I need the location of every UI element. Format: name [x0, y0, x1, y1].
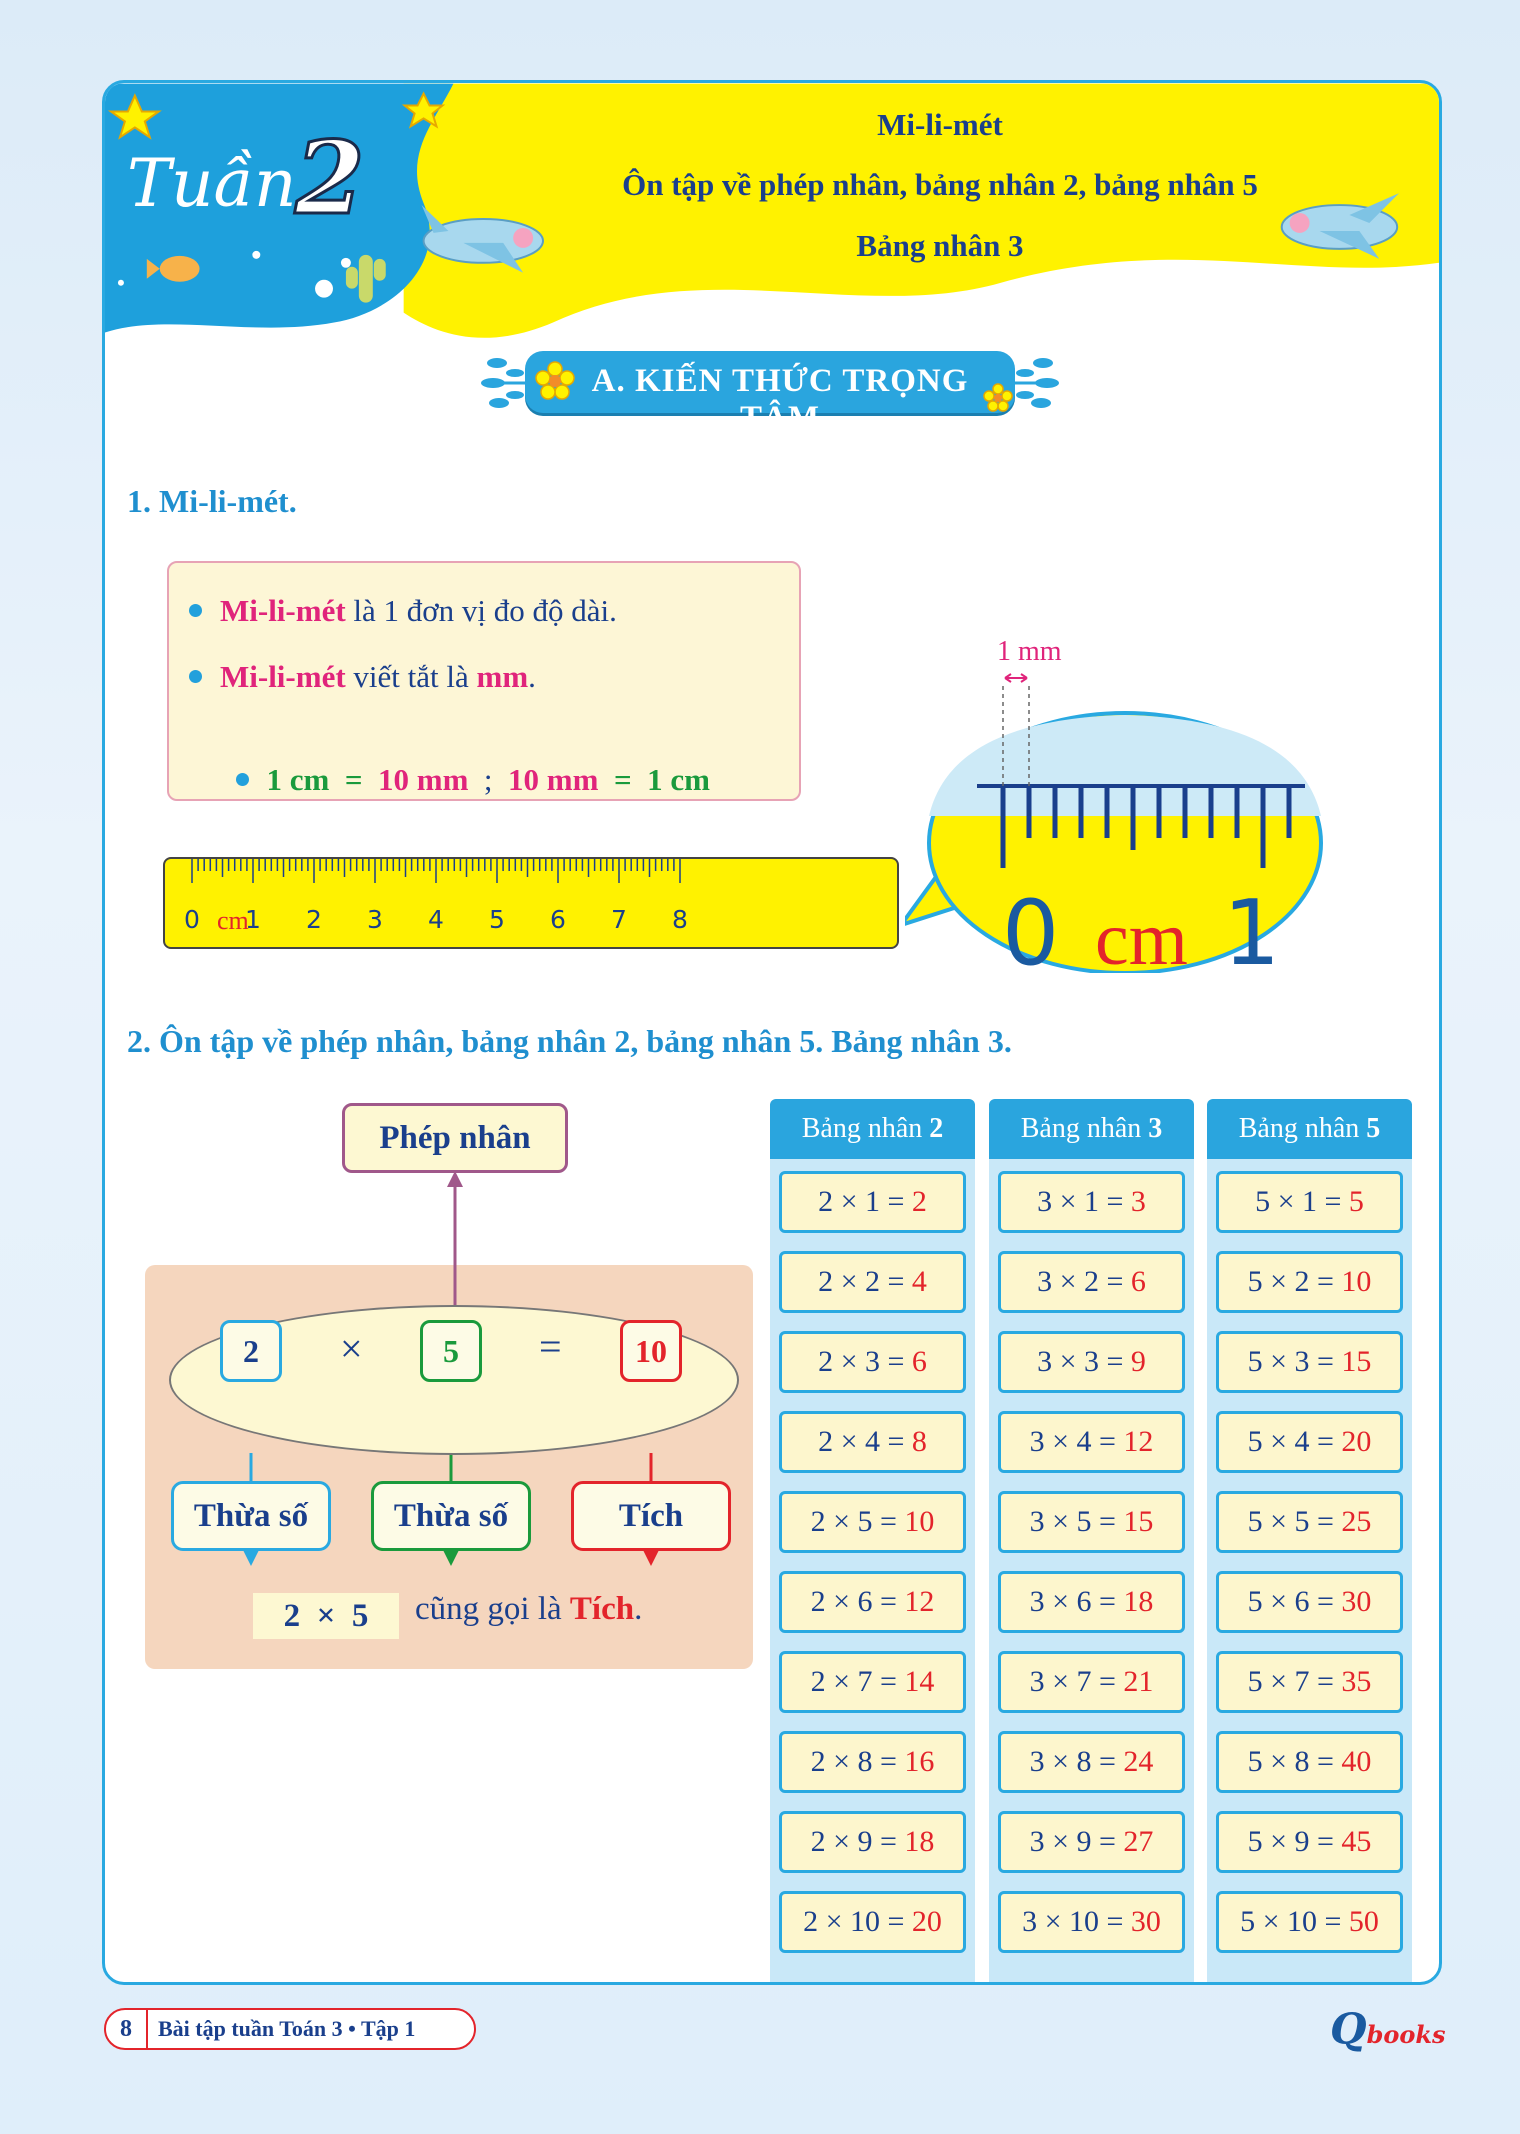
- table-row: 3 × 5 = 15: [998, 1491, 1185, 1553]
- factor-2-box: 5: [420, 1320, 482, 1382]
- footer-badge: [104, 2008, 476, 2050]
- definition-line-3: 1 cm = 10 mm ; 10 mm = 1 cm: [189, 726, 710, 834]
- bullet-icon: [236, 773, 249, 786]
- fish-icon: [160, 256, 200, 282]
- table-header: Bảng nhân 2: [770, 1099, 975, 1159]
- table-bang-nhan-2: [770, 1099, 975, 1985]
- table-row: 3 × 3 = 9: [998, 1331, 1185, 1393]
- table-header: Bảng nhân 3: [989, 1099, 1194, 1159]
- cactus-icon: [359, 255, 373, 303]
- product-box: 10: [620, 1320, 682, 1382]
- times-sign: ×: [340, 1326, 363, 1371]
- ruler-label: 0: [184, 905, 200, 934]
- week-word: Tuần: [127, 145, 297, 222]
- ruler-label: 5: [489, 905, 505, 934]
- week-number: 2: [295, 119, 365, 237]
- publisher-logo: Qbooks: [1330, 2004, 1446, 2053]
- product-note: cũng gọi là Tích.: [415, 1591, 643, 1627]
- definition-box: [167, 561, 801, 801]
- table-row: 5 × 1 = 5: [1216, 1171, 1403, 1233]
- table-row: 5 × 5 = 25: [1216, 1491, 1403, 1553]
- expression-highlight: 2 × 5: [253, 1593, 399, 1639]
- ruler-label: 1: [245, 905, 261, 934]
- table-row: 2 × 10 = 20: [779, 1891, 966, 1953]
- table-row: 2 × 7 = 14: [779, 1651, 966, 1713]
- magnified-unit: cm: [1095, 897, 1188, 981]
- table-row: 3 × 1 = 3: [998, 1171, 1185, 1233]
- table-row: 2 × 6 = 12: [779, 1571, 966, 1633]
- table-bang-nhan-3: [989, 1099, 1194, 1985]
- banner-title: A. KIẾN THỨC TRỌNG TÂM: [591, 363, 969, 436]
- factor-1-box: 2: [220, 1320, 282, 1382]
- page-number: 8: [106, 2010, 148, 2048]
- definition-line-2: Mi-li-mét viết tắt là mm.: [189, 659, 536, 695]
- ruler-label: 7: [611, 905, 627, 934]
- table-row: 3 × 10 = 30: [998, 1891, 1185, 1953]
- table-row: 3 × 9 = 27: [998, 1811, 1185, 1873]
- ruler: [163, 857, 899, 949]
- table-row: 3 × 7 = 21: [998, 1651, 1185, 1713]
- ruler-label: 3: [367, 905, 383, 934]
- table-bang-nhan-5: [1207, 1099, 1412, 1985]
- ruler-ticks: [165, 859, 901, 951]
- operation-label: Phép nhân: [342, 1103, 568, 1173]
- table-row: 3 × 8 = 24: [998, 1731, 1185, 1793]
- table-row: 3 × 6 = 18: [998, 1571, 1185, 1633]
- ruler-label: 8: [672, 905, 688, 934]
- header-line-2: Ôn tập về phép nhân, bảng nhân 2, bảng nhân 5: [622, 167, 1258, 202]
- table-row: 2 × 5 = 10: [779, 1491, 966, 1553]
- table-row: 5 × 2 = 10: [1216, 1251, 1403, 1313]
- bullet-icon: [189, 670, 202, 683]
- mm-label: 1 mm: [997, 636, 1062, 667]
- table-row: 2 × 4 = 8: [779, 1411, 966, 1473]
- table-row: 2 × 3 = 6: [779, 1331, 966, 1393]
- header-line-3: Bảng nhân 3: [856, 228, 1024, 263]
- table-header: Bảng nhân 5: [1207, 1099, 1412, 1159]
- magnified-one: 1: [1223, 881, 1281, 986]
- table-row: 5 × 6 = 30: [1216, 1571, 1403, 1633]
- ruler-unit: cm: [217, 906, 249, 935]
- magnified-zero: 0: [1002, 881, 1060, 986]
- ruler-label: 6: [550, 905, 566, 934]
- table-row: 2 × 2 = 4: [779, 1251, 966, 1313]
- table-row: 2 × 1 = 2: [779, 1171, 966, 1233]
- table-row: 5 × 8 = 40: [1216, 1731, 1403, 1793]
- table-row: 5 × 9 = 45: [1216, 1811, 1403, 1873]
- table-row: 5 × 10 = 50: [1216, 1891, 1403, 1953]
- table-row: 3 × 4 = 12: [998, 1411, 1185, 1473]
- table-row: 3 × 2 = 6: [998, 1251, 1185, 1313]
- section-1-heading: 1. Mi-li-mét.: [127, 483, 297, 519]
- table-row: 2 × 9 = 18: [779, 1811, 966, 1873]
- section-banner: [475, 343, 1065, 436]
- factor-2-label: Thừa số: [371, 1481, 531, 1551]
- factor-1-label: Thừa số: [171, 1481, 331, 1551]
- section-2-heading: 2. Ôn tập về phép nhân, bảng nhân 2, bảng nhân 5. Bảng nhân 3.: [127, 1023, 1012, 1059]
- product-label: Tích: [571, 1481, 731, 1551]
- ruler-label: 2: [306, 905, 322, 934]
- header-line-1: Mi-li-mét: [877, 107, 1003, 142]
- table-row: 2 × 8 = 16: [779, 1731, 966, 1793]
- book-title: Bài tập tuần Toán 3 • Tập 1: [158, 2016, 416, 2041]
- bullet-icon: [189, 604, 202, 617]
- table-row: 5 × 4 = 20: [1216, 1411, 1403, 1473]
- table-row: 5 × 3 = 15: [1216, 1331, 1403, 1393]
- ruler-label: 4: [428, 905, 444, 934]
- table-row: 5 × 7 = 35: [1216, 1651, 1403, 1713]
- equals-sign: =: [539, 1324, 562, 1369]
- magnifier: [905, 618, 1325, 986]
- definition-line-1: Mi-li-mét là 1 đơn vị đo độ dài.: [189, 593, 617, 629]
- page-frame: [102, 80, 1442, 1985]
